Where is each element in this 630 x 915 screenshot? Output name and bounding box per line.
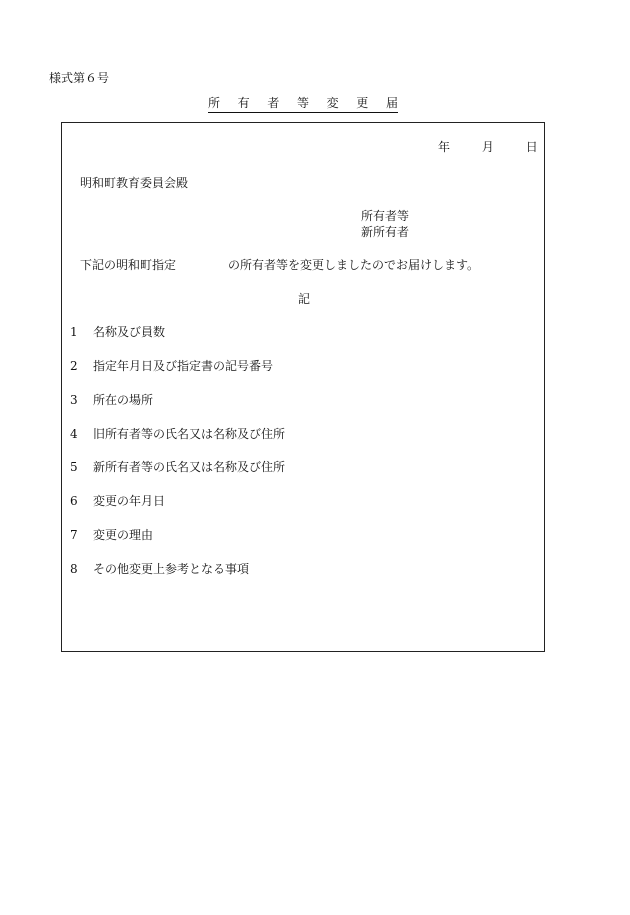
item-number: 4: [70, 427, 78, 441]
body-text-before: 下記の明和町指定: [80, 258, 177, 272]
item-label: 変更の理由: [93, 528, 154, 542]
list-item: [70, 461, 285, 473]
body-text: [80, 259, 479, 271]
item-number: 6: [70, 494, 78, 508]
ki-heading: 記: [298, 292, 311, 306]
item-label: 名称及び員数: [93, 325, 166, 339]
item-number: 8: [70, 562, 78, 576]
form-number: 様式第６号: [49, 71, 110, 85]
title-char: 有: [237, 96, 250, 110]
item-label: 変更の年月日: [93, 494, 166, 508]
date-year-label: 年: [438, 140, 451, 154]
title-char: 所: [208, 96, 221, 110]
date-day-label: 日: [525, 140, 538, 154]
addressee: 明和町教育委員会殿: [80, 176, 189, 190]
item-number: 3: [70, 393, 78, 407]
date-month-label: 月: [481, 140, 494, 154]
body-text-after: の所有者等を変更しましたのでお届けします。: [228, 258, 480, 272]
title-char: 等: [296, 96, 309, 110]
submitter-block: [361, 208, 409, 240]
item-label: 指定年月日及び指定書の記号番号: [93, 359, 274, 373]
submitter-owner-label: 所有者等: [361, 209, 410, 223]
form-title: [208, 97, 398, 113]
item-label: その他変更上参考となる事項: [93, 562, 250, 576]
title-char: 変: [326, 96, 339, 110]
title-char: 者: [267, 96, 280, 110]
item-number: 1: [70, 325, 78, 339]
item-label: 旧所有者等の氏名又は名称及び住所: [93, 427, 286, 441]
list-item: [70, 563, 249, 575]
submitter-new-owner-label: 新所有者: [361, 225, 410, 239]
title-char: 更: [356, 96, 369, 110]
list-item: [70, 529, 153, 541]
item-number: 5: [70, 460, 78, 474]
item-number: 7: [70, 528, 78, 542]
title-char: 届: [385, 96, 398, 110]
list-item: [70, 326, 165, 338]
item-label: 所在の場所: [93, 393, 154, 407]
date-line: [438, 141, 538, 153]
list-item: [70, 360, 273, 372]
list-item: [70, 394, 153, 406]
item-label: 新所有者等の氏名又は名称及び住所: [93, 460, 286, 474]
item-number: 2: [70, 359, 78, 373]
list-item: [70, 428, 285, 440]
list-item: [70, 495, 165, 507]
